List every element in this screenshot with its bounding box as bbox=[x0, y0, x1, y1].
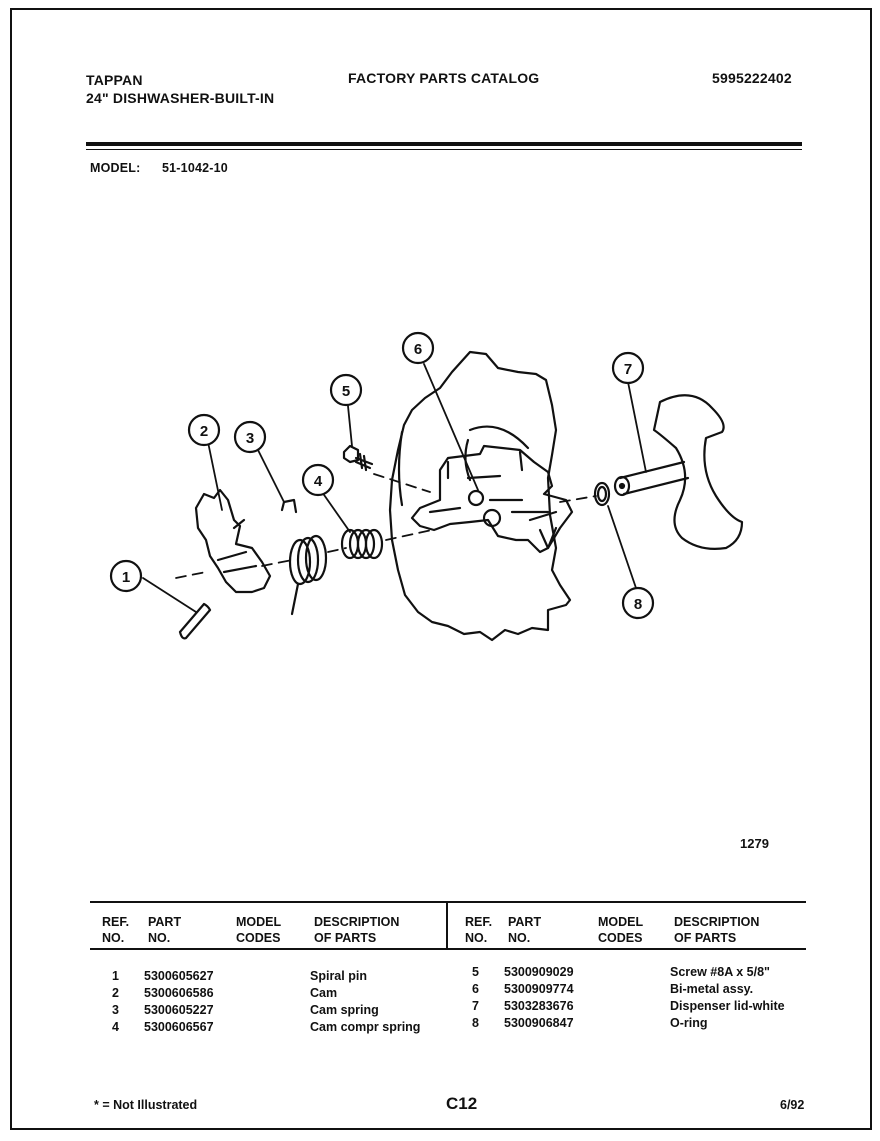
callout-3-label: 3 bbox=[245, 430, 255, 447]
screw bbox=[344, 446, 358, 462]
callout-8-label: 8 bbox=[633, 596, 643, 613]
row-8-desc: O-ring bbox=[670, 1016, 708, 1030]
callout-6-label: 6 bbox=[413, 341, 423, 358]
spiral-pin bbox=[180, 604, 210, 638]
row-2-ref: 2 bbox=[112, 986, 119, 1000]
col-model-codes-right: MODEL CODES bbox=[598, 915, 644, 945]
row-7-desc: Dispenser lid-white bbox=[670, 999, 785, 1013]
row-8-ref: 8 bbox=[472, 1016, 479, 1030]
row-4-desc: Cam compr spring bbox=[310, 1020, 421, 1034]
callout-7-label: 7 bbox=[623, 361, 633, 378]
col-part-no: PART NO. bbox=[148, 915, 182, 945]
row-2-part: 5300606586 bbox=[144, 986, 214, 1000]
row-4-part: 5300606567 bbox=[144, 1020, 214, 1034]
row-4-ref: 4 bbox=[112, 1020, 119, 1034]
table-top-rule bbox=[90, 901, 806, 903]
revision-date: 6/92 bbox=[780, 1098, 805, 1112]
row-3-ref: 3 bbox=[112, 1003, 119, 1017]
model-number: 51-1042-10 bbox=[162, 161, 228, 175]
row-3-part: 5300605227 bbox=[144, 1003, 214, 1017]
row-1-part: 5300605627 bbox=[144, 969, 214, 983]
row-5-part: 5300909029 bbox=[504, 965, 574, 979]
illustration-number: 1279 bbox=[740, 836, 769, 851]
col-ref-no-right: REF. NO. bbox=[465, 915, 493, 945]
row-5-ref: 5 bbox=[472, 965, 479, 979]
table-divider bbox=[446, 903, 448, 950]
dispenser-lid bbox=[654, 395, 742, 549]
row-7-part: 5303283676 bbox=[504, 999, 574, 1013]
row-6-desc: Bi-metal assy. bbox=[670, 982, 754, 996]
row-5-desc: Screw #8A x 5/8" bbox=[670, 965, 770, 979]
row-3-desc: Cam spring bbox=[310, 1003, 379, 1017]
col-part-no-right: PART NO. bbox=[508, 915, 542, 945]
row-2-desc: Cam bbox=[310, 986, 338, 1000]
row-1-desc: Spiral pin bbox=[310, 969, 367, 983]
cam bbox=[196, 490, 270, 592]
row-6-ref: 6 bbox=[472, 982, 479, 996]
callout-4-label: 4 bbox=[313, 473, 323, 490]
col-description-right: DESCRIPTION OF PARTS bbox=[674, 915, 760, 945]
callout-5-label: 5 bbox=[341, 383, 351, 400]
lid-pin bbox=[620, 462, 688, 494]
callout-2-label: 2 bbox=[199, 423, 209, 440]
catalog-title: FACTORY PARTS CATALOG bbox=[348, 70, 540, 86]
col-description: DESCRIPTION OF PARTS bbox=[314, 915, 400, 945]
row-1-ref: 1 bbox=[112, 969, 119, 983]
catalog-number: 5995222402 bbox=[712, 70, 792, 86]
callout-1-label: 1 bbox=[121, 569, 131, 586]
product-title: 24" DISHWASHER-BUILT-IN bbox=[86, 90, 275, 106]
cam-spring bbox=[282, 500, 326, 614]
dispenser-panel bbox=[390, 352, 570, 640]
cam-compression-spring bbox=[342, 530, 382, 558]
page-code: C12 bbox=[446, 1094, 478, 1113]
row-7-ref: 7 bbox=[472, 999, 479, 1013]
row-8-part: 5300906847 bbox=[504, 1016, 574, 1030]
table-header-rule bbox=[90, 948, 806, 950]
not-illustrated-note: * = Not Illustrated bbox=[94, 1098, 198, 1112]
brand-name: TAPPAN bbox=[86, 72, 143, 88]
col-ref-no: REF. NO. bbox=[102, 915, 130, 945]
model-label: MODEL: bbox=[90, 161, 141, 175]
row-6-part: 5300909774 bbox=[504, 982, 574, 996]
col-model-codes: MODEL CODES bbox=[236, 915, 282, 945]
